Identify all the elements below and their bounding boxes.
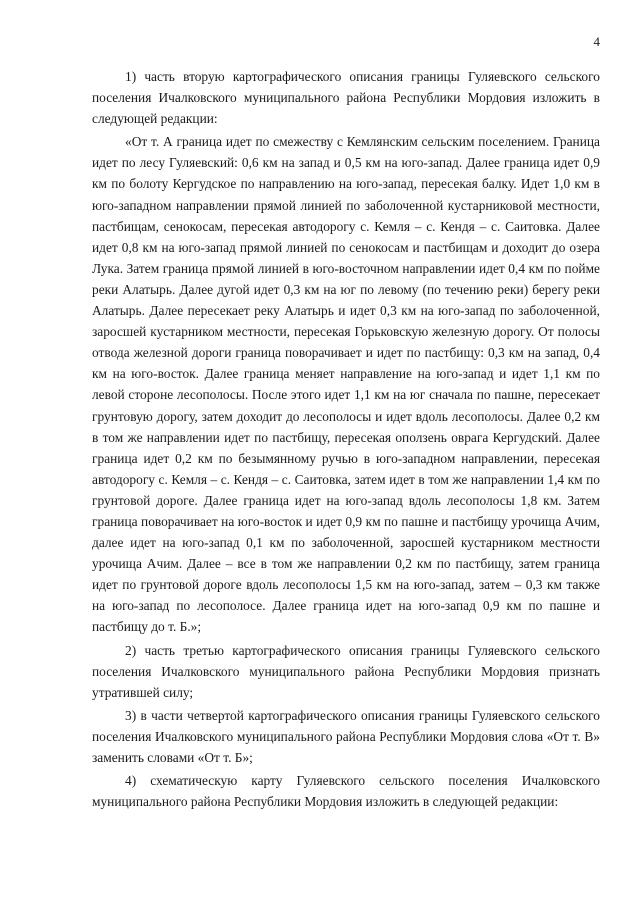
paragraph-item-3: 3) в части четвертой картографического описания границы Гуляевского сельского поселения Ичалковского муниципального района Республики Мордовия слова «От т. В» заменить словами «От т. Б»;	[92, 707, 600, 765]
document-body	[92, 66, 600, 812]
paragraph-item-2: 2) часть третью картографического описания границы Гуляевского сельского поселения Ичалковского муниципального района Республики Мордовия признать утратившей силу;	[92, 642, 600, 700]
paragraph-item-4: 4) схематическую карту Гуляевского сельского поселения Ичалковского муниципального района Республики Мордовия изложить в следующей редакции:	[92, 773, 600, 810]
page-number: 4	[593, 34, 600, 49]
paragraph-boundary-description: «От т. А граница идет по смежеству с Кемлянским сельским поселением. Граница идет по лесу Гуляевский: 0,6 км на запад и 0,5 км на юго-запад. Далее граница идет 0,9 км по болоту Кергудское по направлению на юго-запад, пересекая балку. Идет 1,0 км в юго-западном направлении прямой линией по заболоченной кустарниковой местности, пастбищам, сенокосам, пересекая автодорогу с. Кемля – с. Кендя – с. Саитовка. Далее идет 0,8 км на юго-запад прямой линией по сенокосам и пастбищам и доходит до озера Лука. Затем граница прямой линией в юго-восточном направлении идет 0,4 км по пойме реки Алатырь. Далее дугой идет 0,3 км на юг по левому (по течению реки) берегу реки Алатырь. Далее пересекает реку Алатырь и идет 0,3 км на юго-запад по заболоченной, заросшей кустарником местности, пересекая Горьковскую железную дорогу. От полосы отвода железной дороги граница поворачивает и идет по пастбищу: 0,3 км на запад, 0,4 км на юго-восток. Далее граница меняет направление на юго-запад и идет 1,1 км по левой стороне лесополосы. После этого идет 1,1 км на юг сначала по пашне, пересекает грунтовую дорогу, затем доходит до лесополосы и идет вдоль лесополосы. Далее 0,2 км в том же направлении идет по пастбищу, пересекая оползень оврага Кергудский. Далее граница идет 0,2 км по безымянному ручью в юго-западном направлении, пересекая автодорогу с. Кемля – с. Кендя – с. Саитовка, затем идет в том же направлении 1,4 км по грунтовой дороге. Далее граница идет на юго-запад вдоль лесополосы 1,8 км. Затем граница поворачивает на юго-восток и идет 0,9 км по пашне и пастбищу урочища Ачим, далее идет на юго-запад 0,1 км по заболоченной, заросшей кустарником местности урочища Ачим. Далее – все в том же направлении 0,2 км по пастбищу, затем граница идет по грунтовой дороге вдоль лесополосы 1,5 км на юго-запад, затем – 0,3 км также на юго-запад по лесополосе. Далее граница идет на юго-запад 0,9 км по пашне и пастбищу до т. Б.»;	[92, 134, 600, 635]
paragraph-item-1: 1) часть вторую картографического описания границы Гуляевского сельского поселения Ичалковского муниципального района Республики Мордовия изложить в следующей редакции:	[92, 69, 600, 127]
